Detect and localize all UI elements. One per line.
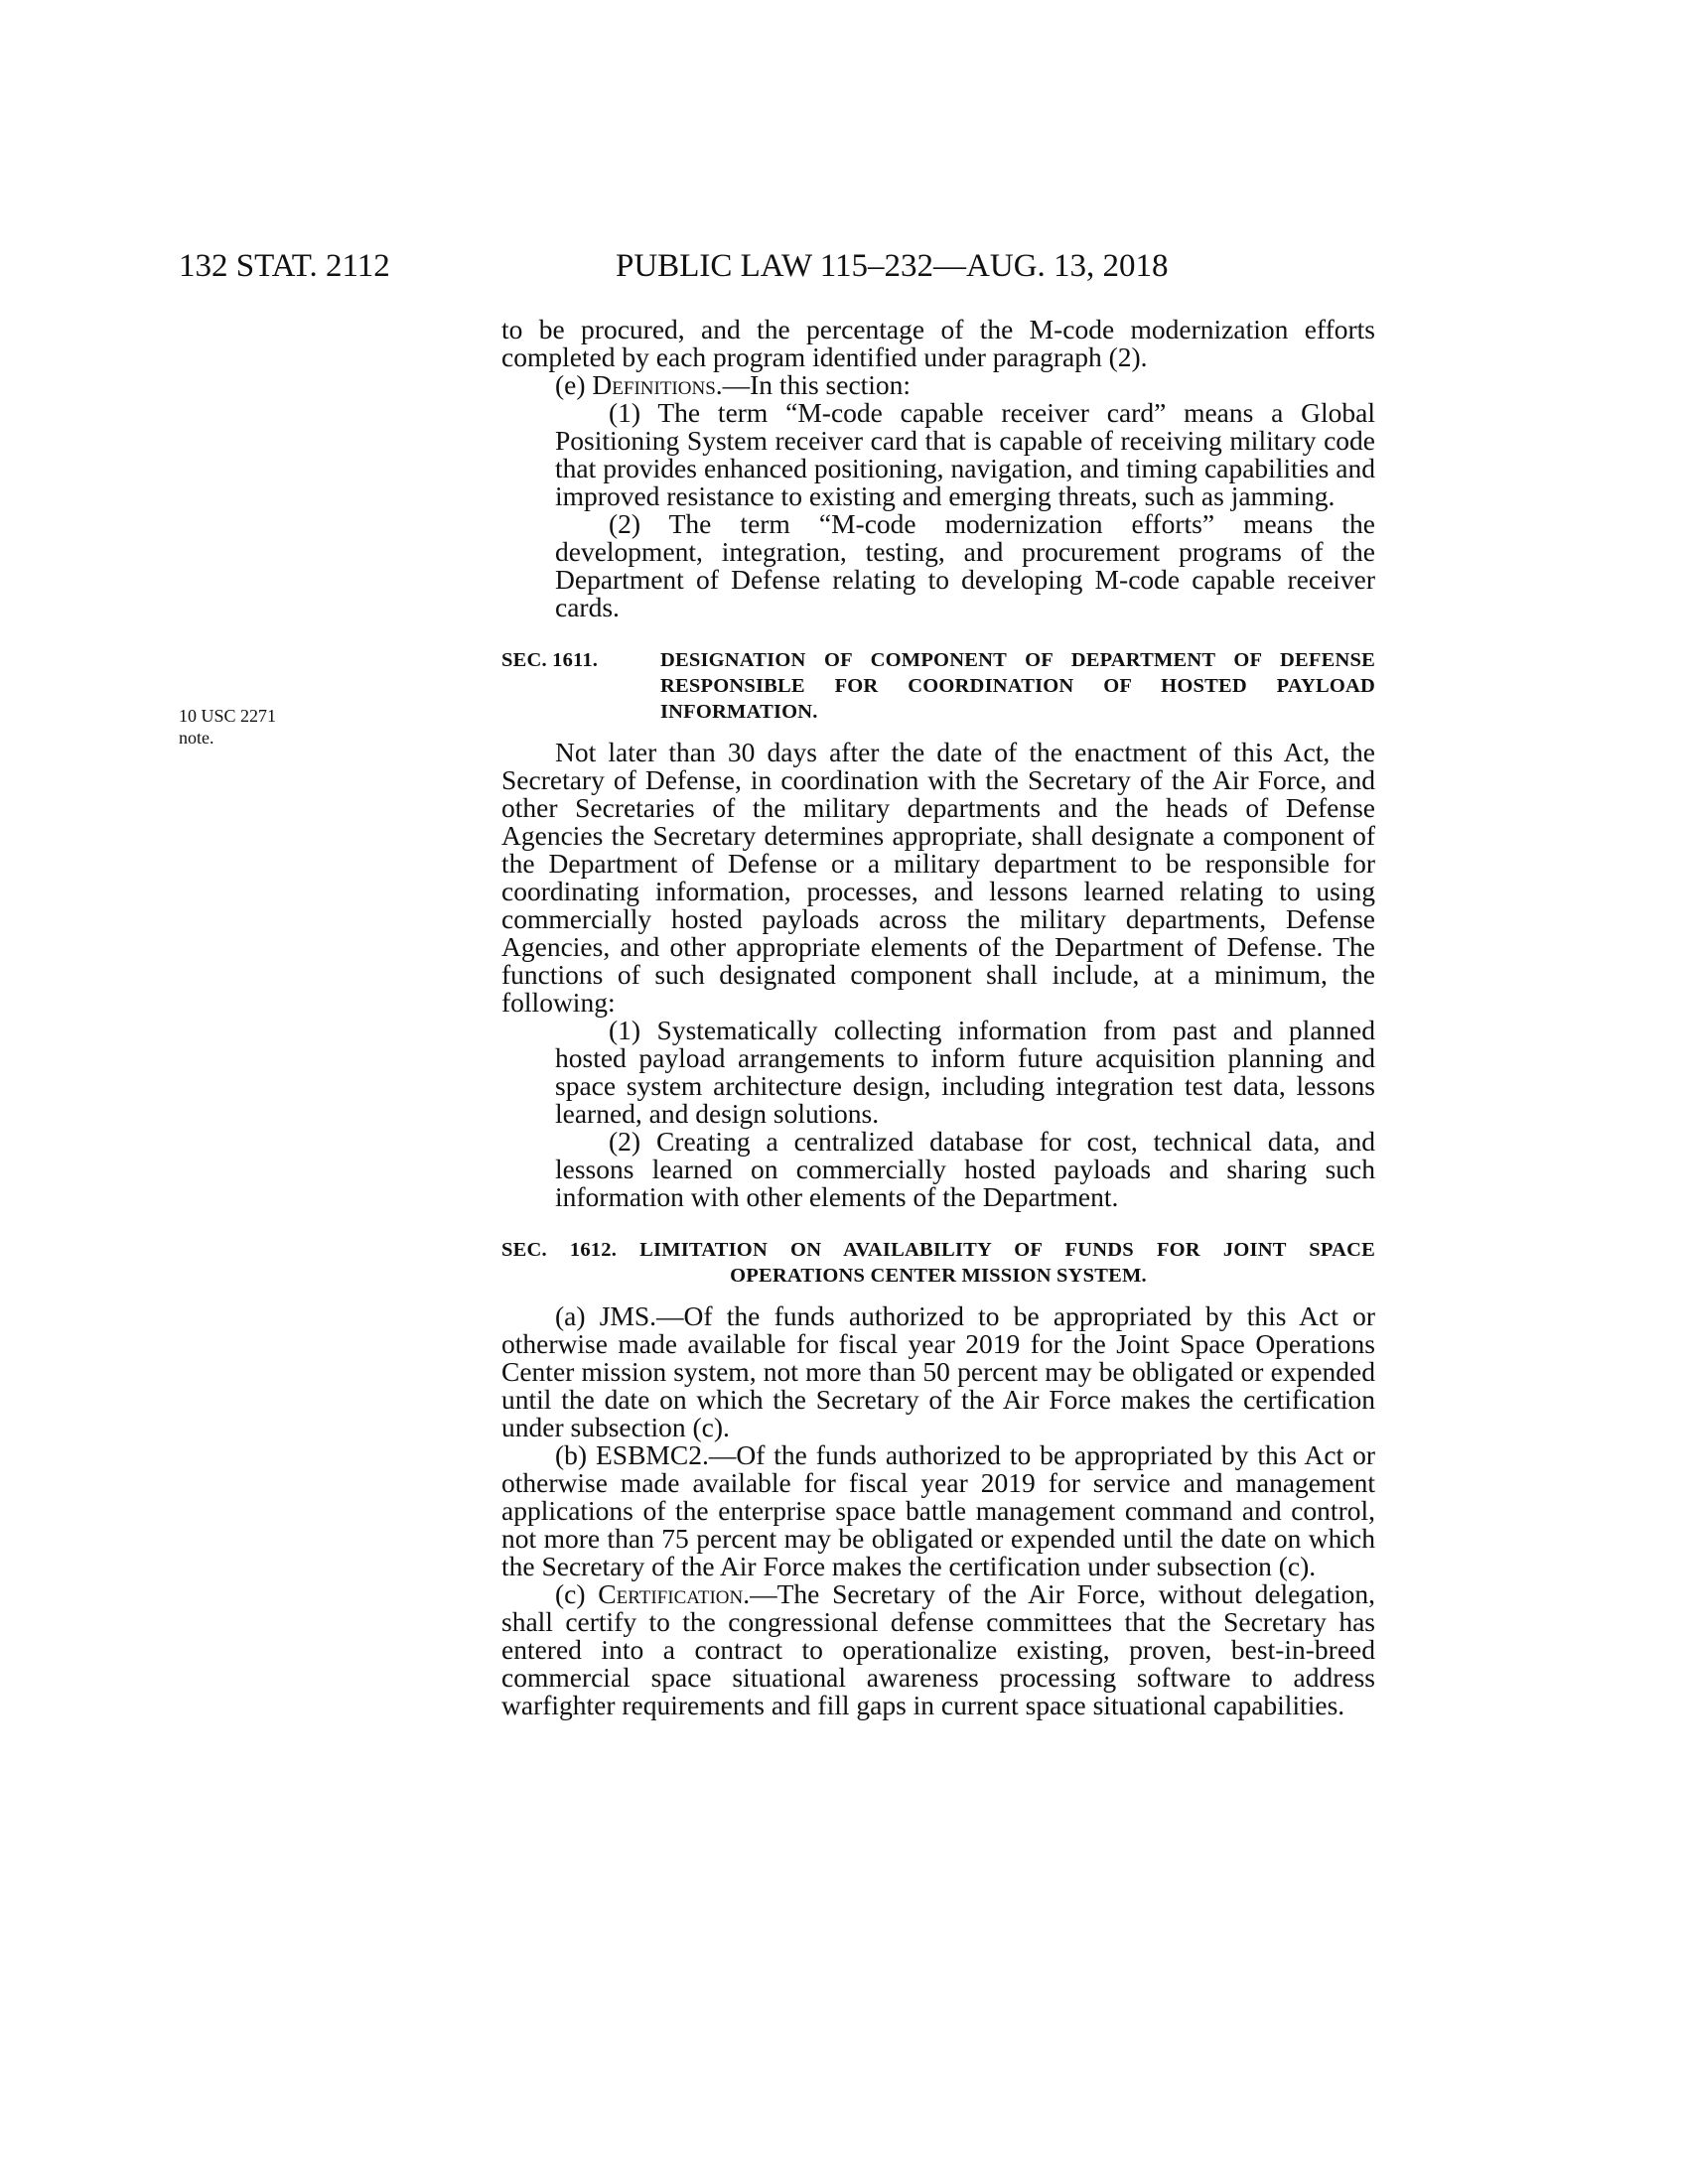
document-body [501, 316, 1375, 1719]
section-1611-number: SEC. 1611. [501, 649, 599, 671]
margin-note [179, 705, 318, 749]
subsection-c-title: Certification [598, 1578, 744, 1609]
page-header [179, 248, 1370, 298]
subsection-e-label: (e) [555, 369, 593, 400]
section-1611-heading [501, 647, 1375, 725]
subsection-e [501, 371, 1375, 399]
margin-note-citation: 10 USC 2271 [179, 706, 277, 726]
margin-note-suffix: note. [179, 728, 214, 748]
section-1611-body: Not later than 30 days after the date of the enactment of this Act, the Secretary of Defense, in coordination with the Secretary of the Air Force, and other Secretaries of the military departments and the heads of Defense Agencies the Secretary determines appropriate, shall designate a component of the Department of Defense or a military department to be responsible for coordinating information, processes, and lessons learned relating to using commercially hosted payloads across the military departments, Defense Agencies, and other appropriate elements of the Department of Defense. The functions of such designated component shall include, at a minimum, the following: [501, 737, 1375, 1018]
section-1611-item-2: (2) Creating a centralized database for cost, technical data, and lessons learned on commercially hosted payloads and sharing such information with other elements of the Department. [555, 1126, 1375, 1212]
section-1612-subsection-c [501, 1580, 1375, 1719]
definition-2: (2) The term “M-code modernization efforts” means the development, integration, testing, and procurement programs of the Department of Defense relating to developing M-code capable receiver cards. [555, 508, 1375, 622]
subsection-c-label: (c) [555, 1578, 599, 1609]
continued-paragraph: to be procured, and the percentage of the M-code modernization efforts completed by each program identified under paragraph (2). [501, 314, 1375, 372]
subsection-c-body: .—The Secretary of the Air Force, without delegation, shall certify to the congressional defense committees that the Secretary has entered into a contract to operationalize existing, proven, best-in-breed commercial space situational awareness processing software to address warfighter requirements and fill gaps in current space situational capabilities. [501, 1578, 1375, 1720]
section-1611-title: DESIGNATION OF COMPONENT OF DEPARTMENT OF DEFENSE RESPONSIBLE FOR COORDINATION OF HOSTED PAYLOAD INFORMATION. [660, 649, 1375, 723]
subsection-e-title: Definitions [592, 369, 716, 400]
section-1612-subsection-a: (a) JMS.—Of the funds authorized to be appropriated by this Act or otherwise made available for fiscal year 2019 for the Joint Space Operations Center mission system, not more than 50 percent may be obligated or expended until the date on which the Secretary of the Air Force makes the certification under subsection (c). [501, 1300, 1375, 1442]
public-law-title: PUBLIC LAW 115–232—AUG. 13, 2018 [616, 248, 1169, 284]
statute-page-number: 132 STAT. 2112 [179, 248, 390, 284]
section-1612-title-line-1: SEC. 1612. LIMITATION ON AVAILABILITY OF FUNDS FOR JOINT SPACE [501, 1239, 1375, 1261]
definition-1: (1) The term “M-code capable receiver card” means a Global Positioning System receiver card that is capable of receiving military code that provides enhanced positioning, navigation, and timing capabilities and improved resistance to existing and emerging threats, such as jamming. [555, 397, 1375, 511]
section-1612-title-line-2: OPERATIONS CENTER MISSION SYSTEM. [730, 1265, 1147, 1287]
section-1612-heading [501, 1237, 1375, 1289]
section-1611-item-1: (1) Systematically collecting information from past and planned hosted payload arrangements to inform future acquisition planning and space system architecture design, including integration test data, lessons learned, and design solutions. [555, 1015, 1375, 1129]
subsection-e-intro: .—In this section: [715, 369, 912, 400]
section-1612-subsection-b: (b) ESBMC2.—Of the funds authorized to be appropriated by this Act or otherwise made available for fiscal year 2019 for service and management applications of the enterprise space battle management command and control, not more than 75 percent may be obligated or expended until the date on which the Secretary of the Air Force makes the certification under subsection (c). [501, 1439, 1375, 1581]
